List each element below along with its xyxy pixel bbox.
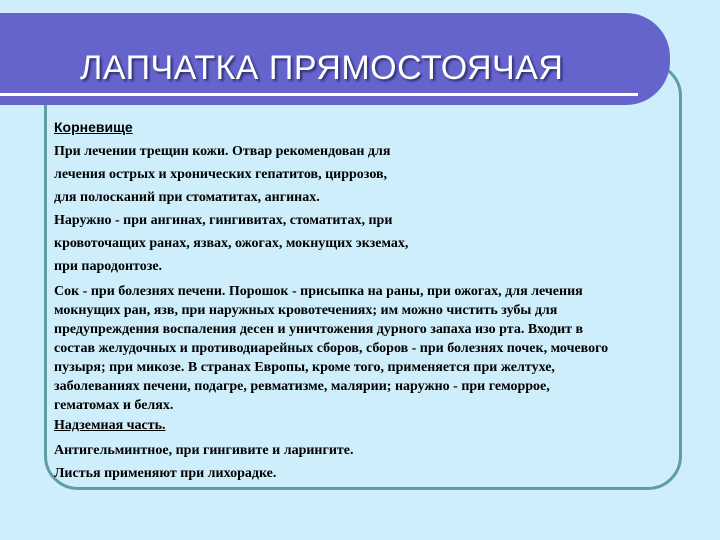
body-line: Листья применяют при лихорадке. bbox=[54, 466, 277, 481]
slide-title: ЛАПЧАТКА ПРЯМОСТОЯЧАЯ bbox=[80, 49, 564, 87]
juice-paragraph: Сок - при болезнях печени. Порошок - присыпка на раны, при ожогах, для лечения мокнущих ран, язв, при наружных кровотечениях; им можно чистить зубы для предупреждения воспаления десен и уничтожения дурного запаха изо рта. Входит в состав желудочных и противодиарейных сборов, сборов - при болезнях почек, мочевого пузыря; при микозе. В странах Европы, кроме того, применяется при желтухе, заболеваниях печени, подагре, ревматизме, малярии; наружно - при геморрое, гематомах и белях. bbox=[54, 284, 609, 413]
body-line: кровоточащих ранах, язвах, ожогах, мокнущих экземах, bbox=[54, 236, 409, 251]
body-line: лечения острых и хронических гепатитов, циррозов, bbox=[54, 167, 388, 182]
body-line: для полосканий при стоматитах, ангинах. bbox=[54, 190, 320, 205]
body-line: При лечении трещин кожи. Отвар рекомендован для bbox=[54, 144, 391, 159]
body-line: Антигельминтное, при гингивите и ларингите. bbox=[54, 443, 354, 458]
slide-body bbox=[54, 118, 654, 485]
rhizome-heading: Корневище bbox=[54, 119, 133, 135]
body-line: Наружно - при ангинах, гингивитах, стоматитах, при bbox=[54, 213, 393, 228]
body-line: при пародонтозе. bbox=[54, 259, 163, 274]
title-bar bbox=[0, 13, 670, 105]
aerial-heading: Надземная часть. bbox=[54, 418, 166, 433]
title-underline bbox=[0, 93, 638, 96]
